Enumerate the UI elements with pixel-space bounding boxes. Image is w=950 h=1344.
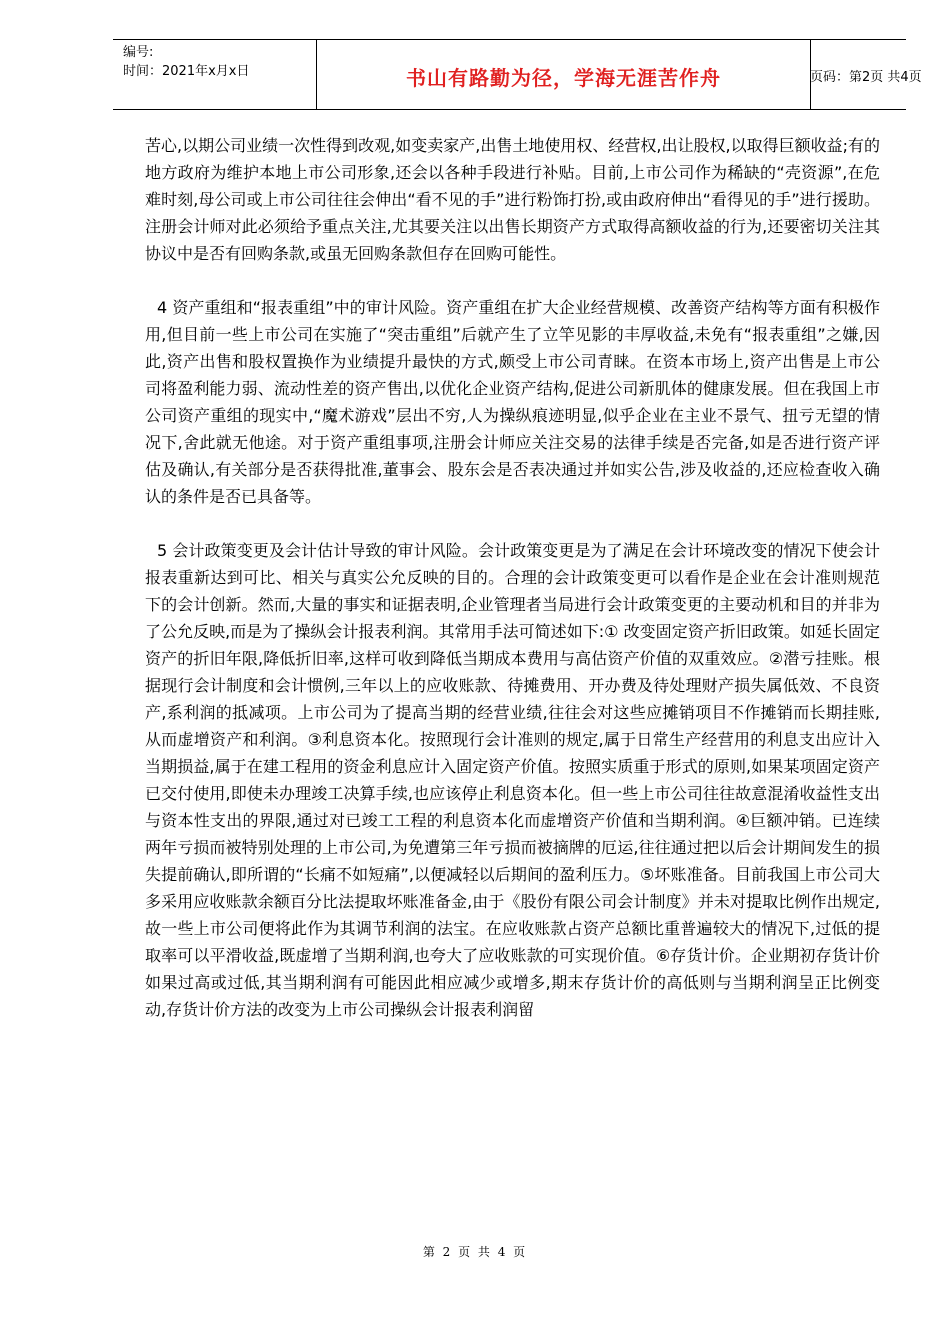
header-info-cell bbox=[113, 40, 316, 109]
header-motto: 书山有路勤为径，学海无涯苦作舟 bbox=[406, 66, 721, 90]
header-page-cell bbox=[810, 40, 922, 109]
body-paragraph-section-5: 5 会计政策变更及会计估计导致的审计风险。会计政策变更是为了满足在会计环境改变的情况下使会计报表重新达到可比、相关与真实公允反映的目的。合理的会计政策变更可以看作是企业在会计准则规范下的会计创新。然而,大量的事实和证据表明,企业管理者当局进行会计政策变更的主要动机和目的并非为了公允反映,而是为了操纵会计报表利润。其常用手法可简述如下:① 改变固定资产折旧政策。如延长固定资产的折旧年限,降低折旧率,这样可收到降低当期成本费用与高估资产价值的双重效应。②潜亏挂账。根据现行会计制度和会计惯例,三年以上的应收账款、待摊费用、开办费及待处理财产损失属低效、不良资产,系利润的抵减项。上市公司为了提高当期的经营业绩,往往会对这些应摊销项目不作摊销而长期挂账,从而虚增资产和利润。③利息资本化。按照现行会计准则的规定,属于日常生产经营用的利息支出应计入当期损益,属于在建工程用的资金利息应计入固定资产价值。按照实质重于形式的原则,如果某项固定资产已交付使用,即使未办理竣工决算手续,也应该停止利息资本化。但一些上市公司往往故意混淆收益性支出与资本性支出的界限,通过对已竣工工程的利息资本化而虚增资产价值和当期利润。④巨额冲销。已连续两年亏损而被特别处理的上市公司,为免遭第三年亏损而被摘牌的厄运,往往通过把以后会计期间发生的损失提前确认,即所谓的“长痛不如短痛”,以便减轻以后期间的盈利压力。⑤坏账准备。目前我国上市公司大多采用应收账款余额百分比法提取坏账准备金,由于《股份有限公司会计制度》并未对提取比例作出规定,故一些上市公司便将此作为其调节利润的法宝。在应收账款占资产总额比重普遍较大的情况下,过低的提取率可以平滑收益,既虚增了当期利润,也夸大了应收账款的可实现价值。⑥存货计价。企业期初存货计价如果过高或过低,其当期利润有可能因此相应减少或增多,期末存货计价的高低则与当期利润呈正比例变动,存货计价方法的改变为上市公司操纵会计报表利润留 bbox=[145, 541, 880, 1019]
header-motto-cell bbox=[316, 40, 811, 109]
date-line: 时间：2021年x月x日 bbox=[123, 64, 250, 79]
page-header bbox=[113, 39, 922, 110]
header-page-info: 页码：第2页 共4页 bbox=[810, 70, 922, 85]
body-paragraph-section-4: 4 资产重组和“报表重组”中的审计风险。资产重组在扩大企业经营规模、改善资产结构等方面有积极作用,但目前一些上市公司在实施了“突击重组”后就产生了立竿见影的丰厚收益,未免有“报表重组”之嫌,因此,资产出售和股权置换作为业绩提升最快的方式,颇受上市公司青睐。在资本市场上,资产出售是上市公司将盈利能力弱、流动性差的资产售出,以优化企业资产结构,促进公司新肌体的健康发展。但在我国上市公司资产重组的现实中,“魔术游戏”层出不穷,人为操纵痕迹明显,似乎企业在主业不景气、扭亏无望的情况下,舍此就无他途。对于资产重组事项,注册会计师应关注交易的法律手续是否完备,如是否进行资产评估及确认,有关部分是否获得批准,董事会、股东会是否表决通过并如实公告,涉及收益的,还应检查收入确认的条件是否已具备等。 bbox=[145, 298, 880, 506]
document-body bbox=[145, 132, 880, 1023]
body-paragraph: 苦心,以期公司业绩一次性得到改观,如变卖家产,出售土地使用权、经营权,出让股权,以取得巨额收益;有的地方政府为维护本地上市公司形象,还会以各种手段进行补贴。目前,上市公司作为稀缺的“壳资源”,在危难时刻,母公司或上市公司往往会伸出“看不见的手”进行粉饰打扮,或由政府伸出“看得见的手”进行援助。注册会计师对此必须给予重点关注,尤其要关注以出售长期资产方式取得高额收益的行为,还要密切关注其协议中是否有回购条款,或虽无回购条款但存在回购可能性。 bbox=[145, 136, 880, 263]
page-footer: 第 2 页 共 4 页 bbox=[422, 1245, 528, 1259]
serial-number-label: 编号: bbox=[123, 45, 154, 60]
